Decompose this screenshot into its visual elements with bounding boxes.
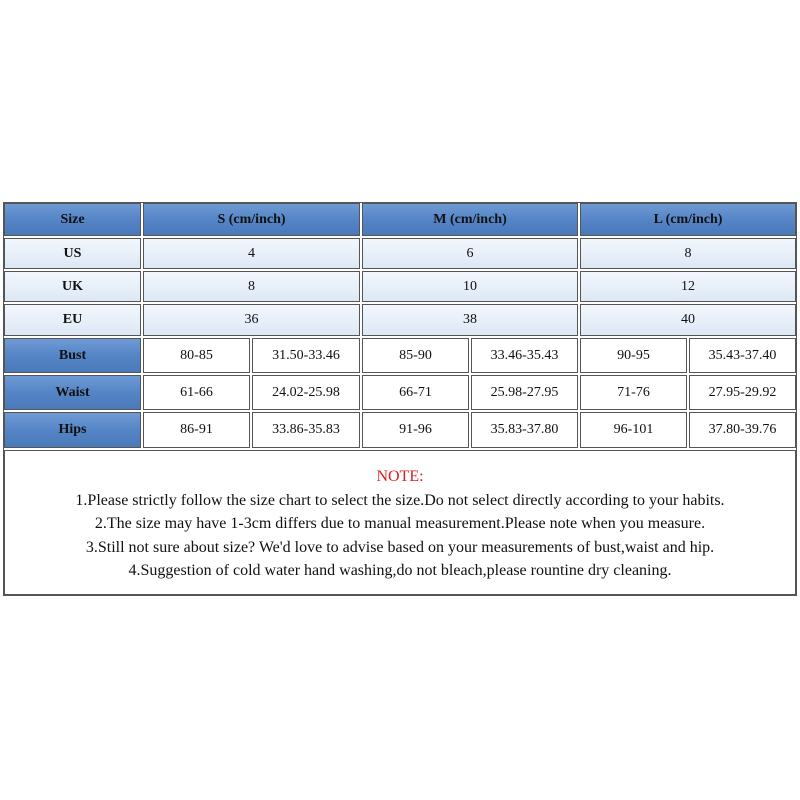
row-label-uk: UK [4,271,141,302]
waist-m-cm: 66-71 [362,375,469,410]
bust-l-cm: 90-95 [580,338,687,373]
bust-l-inch: 35.43-37.40 [689,338,796,373]
hips-l-cm: 96-101 [580,412,687,448]
row-label-waist: Waist [4,375,141,410]
row-label-bust: Bust [4,338,141,373]
row-label-eu: EU [4,304,141,336]
eu-l: 40 [580,304,796,336]
waist-s-inch: 24.02-25.98 [252,375,360,410]
header-l: L (cm/inch) [580,203,796,236]
waist-s-cm: 61-66 [143,375,250,410]
notes-box [4,450,796,595]
note-title: NOTE: [376,468,424,485]
eu-s: 36 [143,304,360,336]
hips-s-inch: 33.86-35.83 [252,412,360,448]
hips-s-cm: 86-91 [143,412,250,448]
header-size: Size [4,203,141,236]
row-label-us: US [4,238,141,269]
note-line-1: 1.Please strictly follow the size chart to select the size.Do not select directly according to your habits. [75,491,725,509]
header-m: M (cm/inch) [362,203,578,236]
row-label-hips: Hips [4,412,141,448]
us-l: 8 [580,238,796,269]
uk-l: 12 [580,271,796,302]
note-line-2: 2.The size may have 1-3cm differs due to manual measurement.Please note when you measure. [94,515,706,532]
hips-m-inch: 35.83-37.80 [471,412,578,448]
header-s: S (cm/inch) [143,203,360,236]
bust-m-cm: 85-90 [362,338,469,373]
hips-l-inch: 37.80-39.76 [689,412,796,448]
bust-m-inch: 33.46-35.43 [471,338,578,373]
hips-m-cm: 91-96 [362,412,469,448]
us-m: 6 [362,238,578,269]
bust-s-inch: 31.50-33.46 [252,338,360,373]
bust-s-cm: 80-85 [143,338,250,373]
eu-m: 38 [362,304,578,336]
waist-l-inch: 27.95-29.92 [689,375,796,410]
us-s: 4 [143,238,360,269]
note-line-4: 4.Suggestion of cold water hand washing,do not bleach,please rountine dry cleaning. [128,562,672,579]
note-line-3: 3.Still not sure about size? We'd love to advise based on your measurements of bust,waist and hip. [85,538,715,556]
waist-l-cm: 71-76 [580,375,687,410]
uk-m: 10 [362,271,578,302]
uk-s: 8 [143,271,360,302]
waist-m-inch: 25.98-27.95 [471,375,578,410]
